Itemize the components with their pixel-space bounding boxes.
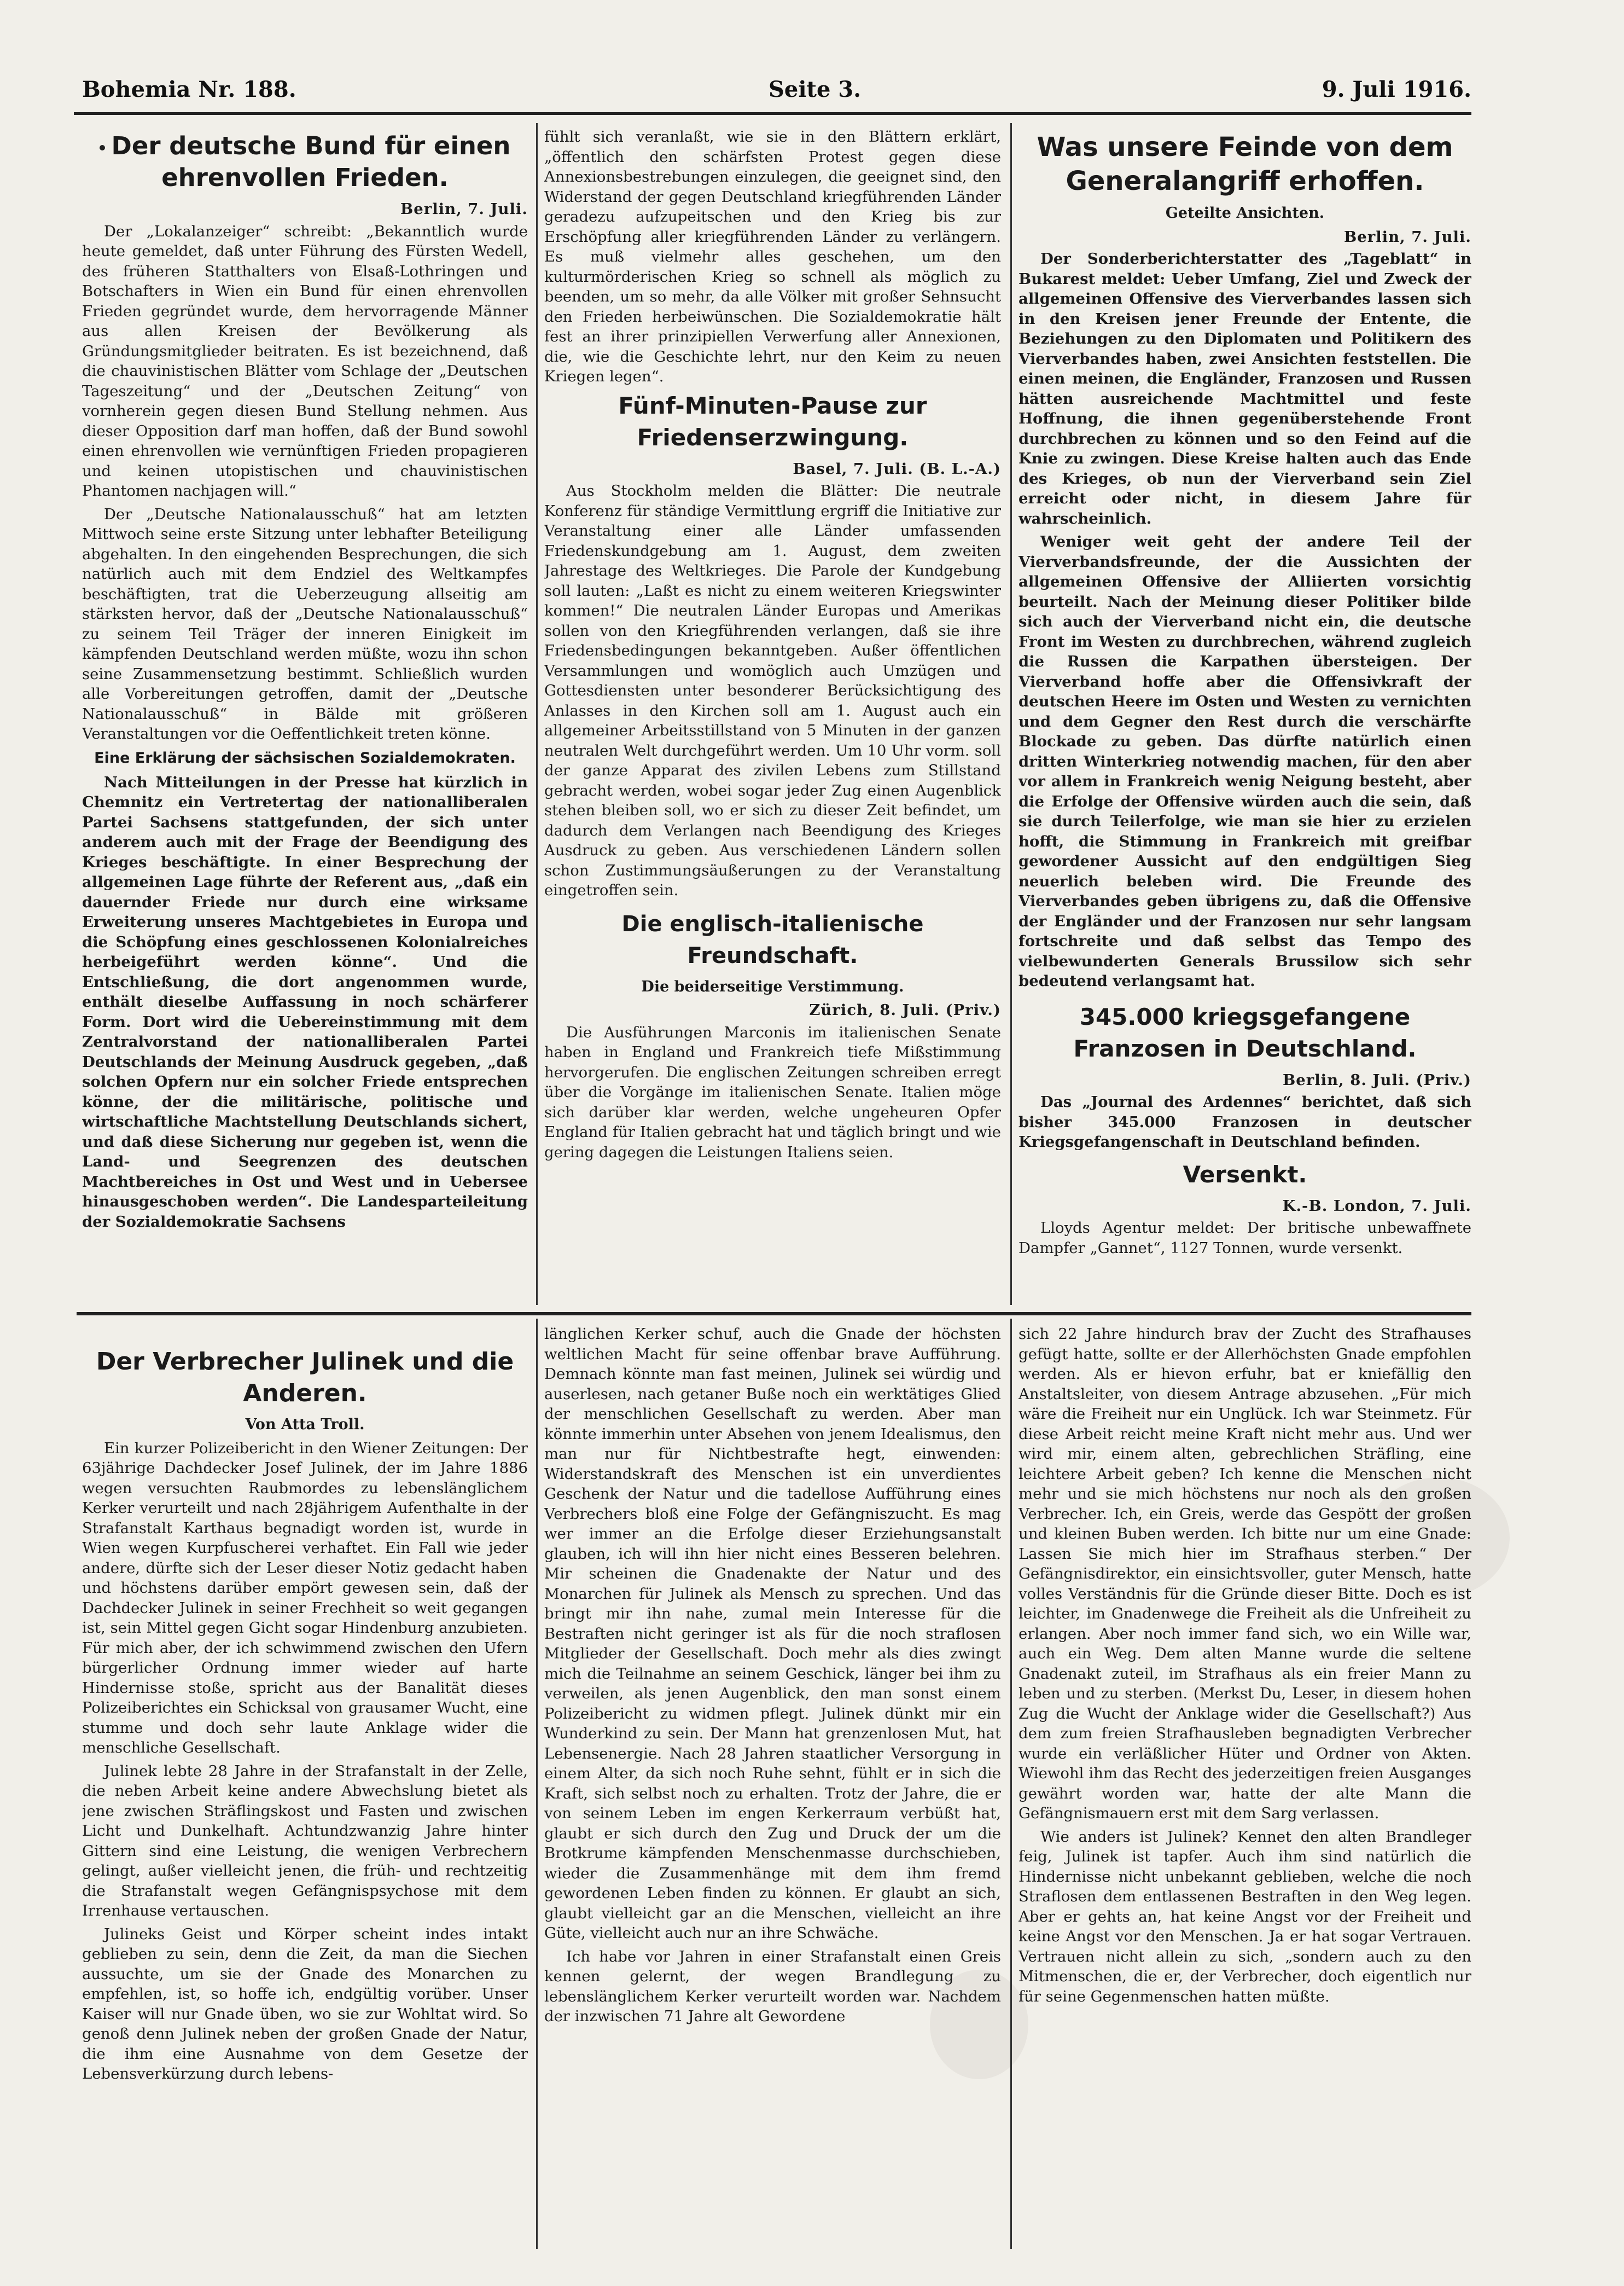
paragraph: Der „Deutsche Nationalausschuß“ hat am letzten Mittwoch seine erste Sitzung unter lebhafter Beteiligung abgehalten. In den eingehenden Besprechungen, die sich natürlich auch mit dem Endziel des Weltkampfes beschäftigten, trat die Ueberzeugung allseitig am stärksten hervor, daß der „Deutsche Nationalausschuß“ zu seinem Teil Träger der inneren Einigkeit im kämpfenden Deutschland werden müßte, wozu ihn schon seine Zusammensetzung bestimmt. Schließlich wurden alle Vorbereitungen getroffen, damit der „Deutsche Nationalausschuß“ in Bälde mit größeren Veranstaltungen vor die Oeffentlichkeit treten könne.: [82, 505, 528, 742]
article-title-versenkt: Versenkt.: [1183, 1161, 1307, 1188]
article-title-feinde: Was unsere Feinde von dem Generalangriff erhoffen.: [1037, 132, 1453, 196]
paragraph: Julinek lebte 28 Jahre in der Strafanstalt in der Zelle, die neben Arbeit keine andere Abwechslung bietet als jene zwischen Sträflingskost und Fasten und zwischen Licht und Dunkelhaft. Achtundzwanzig Jahre hinter Gittern sind eine Leistung, die wenigen Verbrechern gelingt, außer vielleicht jenen, die früh- und rechtzeitig die Strafanstalt wegen Gefängnispsychose mit dem Irrenhause vertauschen.: [82, 1762, 528, 1919]
header-publication: Bohemia Nr. 188.: [82, 77, 296, 102]
dateline-freundschaft: Zürich, 8. Juli. (Priv.): [809, 1001, 1001, 1019]
paragraph: Aus Stockholm melden die Blätter: Die neutrale Konferenz für ständige Vermittlung ergriff die Initiative zur Veranstaltung einer alle Länder umfassenden Friedenskundgebung am 1. August, dem zweiten Jahrestage des Weltkrieges. Die Parole der Kundgebung soll lauten: „Laßt es nicht zu einem weiteren Kriegswinter kommen!“ Die neutralen Länder Europas und Amerikas sollen von den Kriegführenden verlangen, daß sie ihre Friedensbedingungen bekanntgeben. Außer öffentlichen Versammlungen und womöglich auch Umzügen und Gottesdiensten unter besonderer Berücksichtigung des Anlasses in den Kirchen soll am 1. August auch ein allgemeiner Arbeitsstillstand von 5 Minuten in der ganzen neutralen Welt durchgeführt werden. Um 10 Uhr vorm. soll der ganze Apparat des zivilen Lebens zum Stillstand gebracht werden, wobei sogar jeder Zug einen Augenblick stehen bleiben soll, wo er sich zu dieser Zeit befindet, um dadurch dem Verlangen nach Beendigung des Krieges Ausdruck zu geben. Aus verschiedenen Ländern sollen schon Zustimmungsäußerungen zu der Veranstaltung eingetroffen sein.: [544, 482, 1001, 899]
header-date: 9. Juli 1916.: [1322, 77, 1471, 102]
dateline-pause: Basel, 7. Juli. (B. L.-A.): [793, 460, 1001, 478]
paragraph: Der „Lokalanzeiger“ schreibt: „Bekanntlich wurde heute gemeldet, daß unter Führung des Fürsten Wedell, des früheren Statthalters von Elsaß-Lothringen und Botschafters in Wien ein Bund für einen ehrenvollen Frieden gegründet wurde, dem hervorragende Männer aus allen Kreisen der Bevölkerung als Gründungsmitglieder beitraten. Es ist bezeichnend, daß die chauvinistischen Blätter vom Schlage der „Deutschen Tageszeitung“ und der „Deutschen Zeitung“ von vornherein gegen diesen Bund Stellung nehmen. Aus dieser Opposition darf man hoffen, daß der Bund sowohl einen ehrenvollen wie vernünftigen Frieden propagieren und keinen utopistischen und chauvinistischen Phantomen nachjagen will.“: [82, 222, 528, 500]
article-title-gefangene: 345.000 kriegsgefangene Franzosen in Deutschland.: [1073, 1003, 1417, 1062]
column-2-upper: [544, 127, 1001, 1303]
column-divider: [536, 123, 538, 1305]
paragraph: Ein kurzer Polizeibericht in den Wiener Zeitungen: Der 63jährige Dachdecker Josef Julinek, der im Jahre 1886 wegen versuchten Raubmordes zu lebenslänglichem Kerker verurteilt und nach 28jährigem Aufenthalte in der Strafanstalt Karthaus begnadigt worden ist, wurde in Wien wegen Kurpfuscherei verhaftet. Ein Fall wie jeder andere, dürfte sich der Leser dieser Notiz gedacht haben und höchstens darüber empört gewesen sein, daß der Dachdecker Julinek in seiner Frechheit so weit gegangen ist, sein Mittel gegen Gicht sogar Hindenburg anzubieten. Für mich aber, der ich schwimmend zwischen den Ufern bürgerlicher Ordnung immer wieder auf harte Hindernisse stoße, spricht aus der Banalität dieses Polizeiberichtes ein Schicksal von grausamer Wucht, eine stumme und doch sehr laute Anklage wider die menschliche Gesellschaft.: [82, 1439, 528, 1756]
header-page-number: Seite 3.: [769, 77, 862, 102]
feuilleton-title: Der Verbrecher Julinek und die Anderen.: [96, 1348, 514, 1407]
column-divider: [536, 1319, 538, 2249]
paragraph: Der Sonderberichterstatter des „Tageblatt“ in Bukarest meldet: Ueber Umfang, Ziel und Zweck der allgemeinen Offensive des Vierverbandes lassen sich in den Kreisen jener Freunde der Entente, die Beziehungen zu den Diplomaten und Politikern des Vierverbandes haben, zwei Ansichten feststellen. Die einen meinen, die Engländer, Franzosen und Russen hätten ausreichende Machtmittel und feste Hoffnung, die ihnen gegenüberstehende Front durchbrechen zu können und so den Feind auf die Knie zu zwingen. Diese Kreise halten auch das Ende des Krieges, ob nun der Vierverband sein Ziel erreicht oder nicht, in diesem Jahre für wahrscheinlich.: [1018, 250, 1471, 527]
column-3-upper: [1018, 127, 1471, 1303]
column-divider: [1010, 123, 1012, 1305]
dateline-gefangene: Berlin, 8. Juli. (Priv.): [1282, 1071, 1471, 1089]
dateline-versenkt: K.-B. London, 7. Juli.: [1282, 1197, 1471, 1215]
paragraph: länglichen Kerker schuf, auch die Gnade der höchsten weltlichen Macht für seine offenbar brave Aufführung. Demnach könnte man fast meinen, Julinek sei würdig und auserlesen, nach getaner Buße noch ein werktätiges Glied der menschlichen Gesellschaft zu werden. Aber man könnte immerhin unter Absehen von jenem Idealismus, den man nur für Nichtbestrafte hegt, einwenden: Widerstandskraft des Menschen ist ein unverdientes Geschenk der Natur und die tadellose Aufführung eines Verbrechers bloß eine Folge der Gefängniszucht. Es mag wer immer an die Erfolge dieser Erziehungsanstalt glauben, ich will ihn hier nicht eines Besseren belehren. Mir scheinen die Gnadenakte der Natur und des Monarchen für Julinek als Mensch zu sprechen. Und das bringt mir ihn nahe, zumal mein Interesse für die Bestraften nicht geringer ist als für die noch straflosen Mitglieder der Gesellschaft. Doch mehr als dies zwingt mich die Teilnahme an seinem Geschick, länger bei ihm zu verweilen, als jenen Augenblick, den man sonst einem Polizeibericht zu widmen pflegt. Julinek dünkt mir ein Wunderkind zu sein. Der Mann hat grenzenlosen Mut, hat Lebensenergie. Nach 28 Jahren staatlicher Versorgung in einem Alter, da sich noch Ruhe sehnt, fühlt er in sich die Kraft, sich selbst noch zu erhalten. Trotz der Jahre, die er von seinem Leben im engen Kerkerraum verbüßt hat, glaubt er sich durch den Zug und Druck der um die Brotkrume kämpfenden Menschenmasse durchschieben, wieder die Zusammenhänge mit dem ihm fremd gewordenen Leben finden zu können. Er glaubt an sich, glaubt vielleicht gar an die Menschen, vielleicht an ihre Güte, vielleicht auch nur an ihre Schwäche.: [544, 1325, 1001, 1942]
paragraph: Wie anders ist Julinek? Kennet den alten Brandleger feig, Julinek ist tapfer. Auch ihm sind natürlich die Hindernisse nicht unbekannt geblieben, welche die noch Straflosen dem entlassenen Bestraften in den Weg legen. Aber er gehts an, hat keine Angst vor der Freiheit und keine Angst vor den Menschen. Ja er hat sogar Vertrauen. Vertrauen nicht allein zu sich, „sondern auch zu den Mitmenschen, die er, der Verbrecher, doch eigentlich nur für seine Gegenmenschen hatten müßte.: [1018, 1827, 1471, 2005]
article-title-bund: Der deutsche Bund für einen ehrenvollen Frieden.: [82, 130, 528, 194]
feuilleton-rule: [77, 1312, 1471, 1315]
paragraph: Das „Journal des Ardennes“ berichtet, daß sich bisher 345.000 Franzosen in deutscher Kriegsgefangenschaft in Deutschland befinden.: [1018, 1093, 1471, 1151]
dateline-bund: Berlin, 7. Juli.: [400, 200, 528, 218]
subtitle-feinde: Geteilte Ansichten.: [1165, 205, 1325, 222]
feuilleton-column-3: [1018, 1324, 1471, 2254]
paragraph: Julineks Geist und Körper scheint indes intakt geblieben zu sein, denn die Zeit, da man die Siechen aussuchte, um sie der Gnade des Monarchen zu empfehlen, ist, so hoffe ich, endgültig vorüber. Unser Kaiser will nur Gnade üben, wo sie zur Wohltat wird. So genoß denn Julinek neben der großen Gnade der Natur, die ihm eine Ausnahme von dem Gesetze der Lebensverkürzung durch lebens-: [82, 1925, 528, 2082]
section-title-erklaerung: Eine Erklärung der sächsischen Sozialdemokraten.: [94, 749, 516, 767]
paragraph: Nach Mitteilungen in der Presse hat kürzlich in Chemnitz ein Vertretertag der nationalliberalen Partei Sachsens stattgefunden, der sich unter anderem auch mit der Frage der Beendigung des Krieges beschäftigte. In einer Besprechung der allgemeinen Lage führte der Referent aus, „daß ein dauernder Friede nur durch eine wirksame Erweiterung unseres Machtgebietes in Europa und die Schöpfung eines geschlossenen Kolonialreiches herbeigeführt werden könne“. Und die Entschließung, die dort angenommen wurde, enthält dieselbe Auffassung in noch schärferer Form. Dort wird die Uebereinstimmung mit dem Zentralvorstand der nationalliberalen Partei Deutschlands der Meinung Ausdruck gegeben, „daß solchen Opfern nur ein solcher Friede entsprechen könne, der die militärische, politische und wirtschaftliche Machtstellung Deutschlands sichert, und daß diese Sicherung nur gegeben ist, wenn die Land- und Seegrenzen des deutschen Machtbereiches in Ost und West und in Uebersee hinausgeschoben werden“. Die Landesparteileitung der Sozialdemokratie Sachsens: [82, 773, 528, 1231]
feuilleton-column-1: [82, 1324, 528, 2254]
paragraph: Lloyds Agentur meldet: Der britische unbewaffnete Dampfer „Gannet“, 1127 Tonnen, wurde versenkt.: [1018, 1219, 1471, 1257]
paragraph: fühlt sich veranlaßt, wie sie in den Blättern erklärt, „öffentlich den schärfsten Protest gegen diese Annexionsbestrebungen einzulegen, die geeignet sind, den Widerstand der gegen Deutschland kriegführenden Länder geradezu aufzupeitschen und den Krieg bis zur Erschöpfung aller kriegführenden Länder zu verlängern. Es muß vielmehr alles geschehen, um den kulturmörderischen Krieg so schnell als möglich zu beenden, um so mehr, da alle Völker mit großer Sehnsucht den Frieden herbeiwünschen. Die Sozialdemokratie hält fest an ihrer prinzipiellen Verwerfung aller Annexionen, die, wie die Geschichte lehrt, nur den Keim zu neuen Kriegen legen“.: [544, 128, 1001, 385]
feuilleton-column-2: [544, 1324, 1001, 2254]
article-title-freundschaft: Die englisch-italienische Freundschaft.: [621, 911, 924, 968]
dateline-feinde: Berlin, 7. Juli.: [1343, 228, 1471, 246]
column-1-upper: [82, 127, 528, 1303]
page-header: [82, 77, 1471, 109]
paragraph: sich 22 Jahre hindurch brav der Zucht des Strafhauses gefügt hatte, sollte er der Allerhöchsten Gnade empfohlen werden. Als er hievon erfuhr, bat er kniefällig den Anstaltsleiter, von diesem Antrage abzusehen. „Für mich wäre die Freiheit nur ein Unglück. Ich war Steinmetz. Für diese Arbeit reicht meine Kraft nicht mehr aus. Und wer wird mir, einem alten, gebrechlichen Sträfling, eine leichtere Arbeit geben? Ich kenne die Menschen nicht mehr und sie mich höchstens nur noch als den großen Verbrecher. Ich, ein Greis, werde das Gespött der großen und kleinen Buben werden. Ich bitte nur um eine Gnade: Lassen Sie mich hier im Strafhaus sterben.“ Der Gefängnisdirektor, ein einsichtsvoller, guter Mensch, hatte volles Verständnis für die Gründe dieser Bitte. Doch es ist leichter, im Gnadenwege die Freiheit als die Unfreiheit zu erlangen. Aber noch immer fand sich, wo ein Wille war, auch ein Weg. Dem alten Manne wurde die seltene Gnadenakt zuteil, im Strafhaus als ein freier Mann zu leben und zu sterben. (Merkst Du, Leser, in diesem hohen Zug die Wucht der Anklage wider die Gesellschaft?) Aus dem zum freien Strafhausleben begnadigten Verbrecher wurde ein verläßlicher Hüter und Ordner von Akten. Wiewohl ihm das Recht des jederzeitigen freien Ausganges gewährt worden war, hatte der alte Mann die Gefängnismauern erst mit dem Sarg verlassen.: [1018, 1325, 1471, 1822]
article-title-pause: Fünf-Minuten-Pause zur Friedenserzwingung.: [618, 392, 927, 451]
column-divider: [1010, 1319, 1012, 2249]
paragraph: Ich habe vor Jahren in einer Strafanstalt einen Greis kennen gelernt, der wegen Brandlegung zu lebenslänglichem Kerker verurteilt worden war. Nachdem der inzwischen 71 Jahre alt Gewordene: [544, 1947, 1001, 2025]
paragraph: Weniger weit geht der andere Teil der Vierverbandsfreunde, der die Aussichten der allgemeinen Offensive der Alliierten vorsichtig beurteilt. Nach der Meinung dieser Politiker bilde sich auch der Vierverband nicht ein, die deutsche Front im Westen zu durchbrechen, während zugleich die Russen die Karpathen übersteigen. Der Vierverband hoffe aber die Offensivkraft der deutschen Heere im Osten und Westen zu vernichten und dem Gegner den Rest durch die verschärfte Blockade zu geben. Das dürfte natürlich einen dritten Winterkrieg notwendig machen, für den aber vor allem in Frankreich wenig Neigung besteht, aber die Erfolge der Offensive würden auch die sein, daß sie durch Teilerfolge, wie man sie hier zu erzielen hofft, die Stimmung in Frankreich mit greifbar gewordener Aussicht auf den endgültigen Sieg neuerlich beleben wird. Die Freunde des Vierverbandes geben übrigens zu, daß die Offensive der Engländer und der Franzosen nur sehr langsam fortschreite und daß selbst das Tempo des vielbewunderten Generals Brussilow sich sehr bedeutend verlangsamt hat.: [1018, 533, 1471, 990]
subtitle-freundschaft: Die beiderseitige Verstimmung.: [641, 978, 904, 995]
paragraph: Die Ausführungen Marconis im italienischen Senate haben in England und Frankreich tiefe Mißstimmung hervorgerufen. Die englischen Zeitungen schreiben erregt über die Vorgänge im italienischen Senate. Italien möge sich darüber klar werden, welche ungeheuren Opfer England für Italien gebracht hat und täglich bringt und wie gering dagegen die Leistungen Italiens seien.: [544, 1023, 1001, 1161]
header-rule: [74, 112, 1471, 115]
feuilleton-byline: Von Atta Troll.: [245, 1416, 365, 1433]
